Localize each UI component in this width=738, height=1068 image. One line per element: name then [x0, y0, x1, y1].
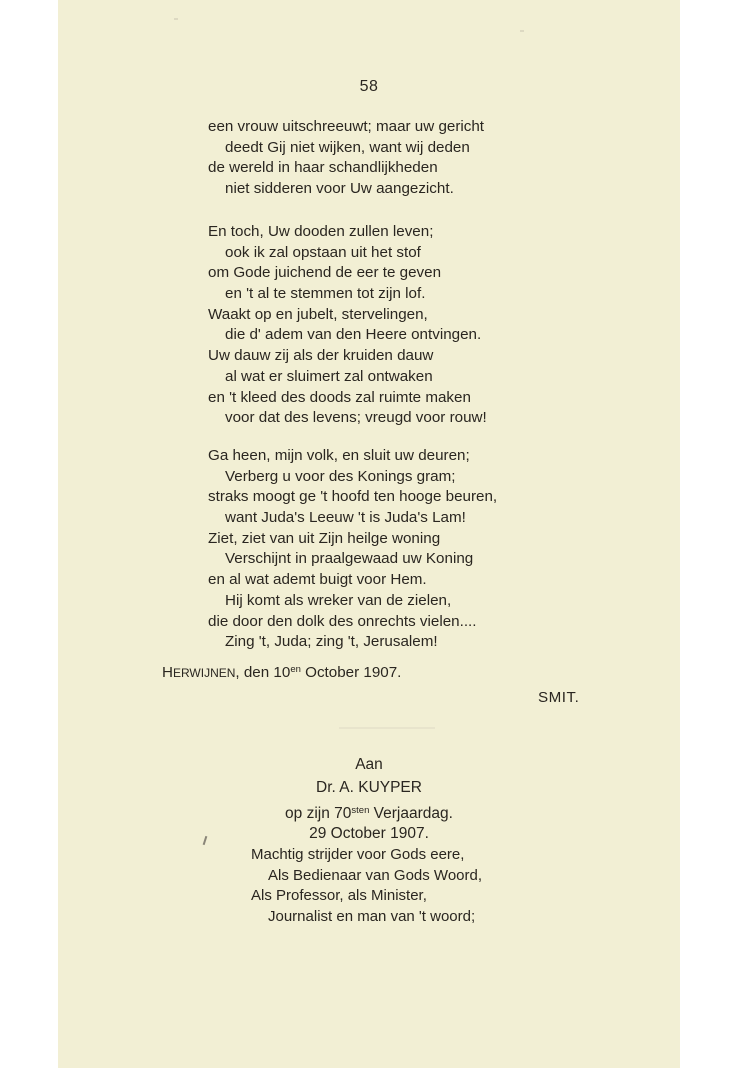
poem-line: Uw dauw zij als der kruiden dauw [208, 347, 434, 365]
poem-line: Hij komt als wreker van de zielen, [225, 591, 452, 609]
poem-stanza-2 [208, 222, 487, 429]
poem-line: ook ik zal opstaan uit het stof [225, 243, 421, 261]
place-initial: H [162, 664, 173, 681]
poem-line: Waakt op en jubelt, stervelingen, [208, 305, 428, 323]
poem-line: want Juda's Leeuw 't is Juda's Lam! [225, 509, 466, 527]
place-and-date [162, 664, 401, 681]
poem-line: Als Bedienaar van Gods Woord, [268, 866, 483, 884]
section-divider [339, 727, 435, 729]
author-signature: SMIT. [538, 689, 580, 706]
book-page [58, 0, 680, 1068]
poem-line: die door den dolk des onrechts vielen.... [208, 612, 477, 630]
poem-line: en 't al te stemmen tot zijn lof. [225, 285, 426, 303]
place-smallcaps: ERWIJNEN [172, 666, 236, 680]
scan-speck [520, 30, 524, 32]
date-ordinal: en [290, 664, 301, 675]
scan-speck [174, 18, 178, 20]
dedication-date: 29 October 1907. [309, 825, 429, 842]
poem-line: om Gode juichend de eer te geven [208, 264, 442, 282]
poem-stanza-1 [208, 117, 484, 200]
dedication-to: Aan [355, 756, 383, 773]
poem-line: Ziet, ziet van uit Zijn heilge woning [208, 529, 441, 547]
occasion-prefix: op zijn 70 [285, 805, 352, 822]
poem-line: Als Professor, als Minister, [251, 887, 427, 904]
poem-line: straks moogt ge 't hoofd ten hooge beuren, [208, 488, 498, 506]
place-name [162, 664, 235, 681]
poem-line: Verberg u voor des Konings gram; [225, 467, 456, 485]
dedication-name: Dr. A. KUYPER [316, 779, 422, 796]
poem-line: en al wat ademt buigt voor Hem. [208, 571, 427, 589]
poem-line: Machtig strijder voor Gods eere, [251, 846, 465, 863]
occasion-suffix: Verjaardag. [369, 805, 453, 822]
poem-line: Zing 't, Juda; zing 't, Jerusalem! [225, 633, 438, 651]
poem-line: En toch, Uw dooden zullen leven; [208, 223, 434, 240]
dedication-heading [58, 753, 680, 845]
poem-line: een vrouw uitschreeuwt; maar uw gericht [208, 118, 485, 135]
poem-line: voor dat des levens; vreugd voor rouw! [225, 409, 487, 427]
poem2-stanza-1 [251, 845, 482, 927]
page-number: 58 [359, 78, 379, 95]
dedication-occasion [58, 799, 680, 822]
poem-line: Journalist en man van 't woord; [268, 907, 476, 925]
poem-line: deedt Gij niet wijken, want wij deden [225, 138, 470, 156]
poem-line: die d' adem van den Heere ontvingen. [225, 326, 482, 344]
poem-line: niet sidderen voor Uw aangezicht. [225, 180, 454, 198]
date-suffix: October 1907. [300, 664, 402, 681]
poem-stanza-3 [208, 446, 497, 653]
occasion-ordinal: sten [351, 805, 370, 816]
date-prefix: , den 10 [235, 664, 291, 681]
poem-line: en 't kleed des doods zal ruimte maken [208, 388, 471, 406]
poem-line: de wereld in haar schandlijkheden [208, 159, 438, 177]
poem-line: Verschijnt in praalgewaad uw Koning [225, 550, 474, 568]
poem-line: Ga heen, mijn volk, en sluit uw deuren; [208, 447, 470, 464]
poem-line: al wat er sluimert zal ontwaken [225, 367, 433, 385]
